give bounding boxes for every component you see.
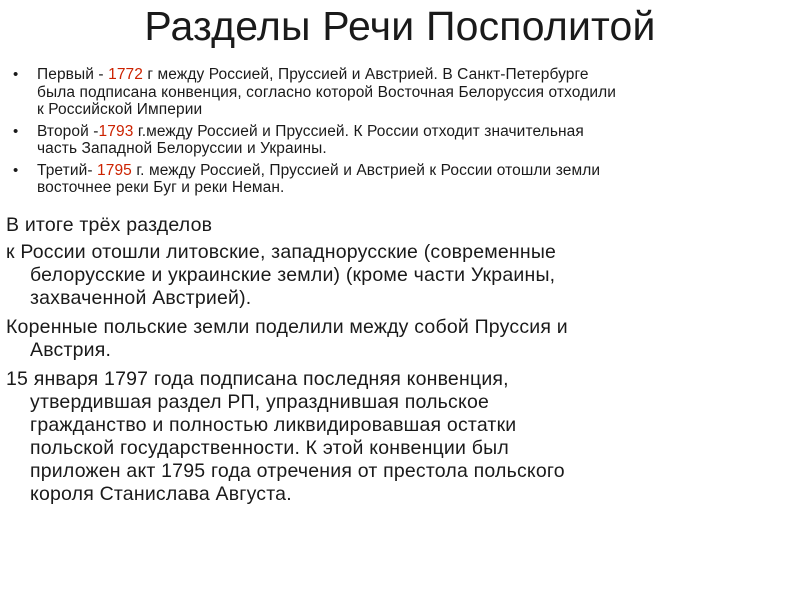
summary-p3-line6: короля Станислава Августа. [30, 483, 292, 505]
summary-p1-line1: к России отошли литовские, западнорусские (современные [6, 241, 557, 263]
bullet-second-line1: г.между Россией и Пруссией. К России отходит значительная [133, 122, 584, 140]
bullet-first-prefix: Первый - [37, 66, 109, 83]
summary-p3-line3: гражданство и полностью ликвидировавшая остатки [30, 414, 517, 436]
summary-p1-line3: захваченной Австрией). [30, 287, 252, 309]
bullet-first-line1: г между Россией, Пруссией и Австрией. В Санкт-Петербурге [142, 66, 589, 83]
bullet-third-prefix: Третий- [37, 161, 98, 179]
bullet-first-year: 1772 [108, 66, 143, 83]
summary-p2-line1: Коренные польские земли поделили между собой Пруссия и [6, 316, 568, 338]
bullet-third-year: 1795 [97, 161, 132, 179]
bullet-second-year: 1793 [98, 122, 134, 140]
bullet-first-line2: была подписана конвенция, согласно которой Восточная Белоруссия отходили [37, 83, 616, 101]
bullet-third-line1: г. между Россией, Пруссией и Австрией к России отошли земли [131, 161, 601, 179]
summary-paragraph-polish-lands [0, 316, 800, 362]
bullet-second-partition [0, 123, 800, 158]
summary-p3-line5: приложен акт 1795 года отречения от престола польского [30, 460, 565, 482]
bullet-first-line3: к Российской Империи [37, 101, 203, 118]
bullet-second-prefix: Второй - [37, 122, 99, 140]
bullet-second-line2: часть Западной Белоруссии и Украины. [37, 140, 327, 157]
summary-p2-line2: Австрия. [30, 339, 112, 361]
summary-p3-line4: польской государственности. К этой конвенции был [30, 437, 509, 459]
summary-heading: В итоге трёх разделов [6, 214, 213, 236]
bullet-third-partition [0, 162, 800, 197]
summary-paragraph-final-convention [0, 368, 800, 506]
partition-bullet-list [0, 66, 800, 201]
summary-section [0, 214, 800, 512]
slide-title: Разделы Речи Посполитой [144, 3, 656, 49]
bullet-first-partition [0, 66, 800, 119]
summary-p3-line1: 15 января 1797 года подписана последняя конвенция, [6, 368, 509, 390]
summary-p3-line2: утвердившая раздел РП, упразднившая польское [30, 391, 490, 413]
summary-paragraph-russia-lands [0, 241, 800, 310]
bullet-third-line2: восточнее реки Буг и реки Неман. [37, 179, 285, 196]
summary-p1-line2: белорусские и украинские земли) (кроме части Украины, [30, 264, 556, 286]
